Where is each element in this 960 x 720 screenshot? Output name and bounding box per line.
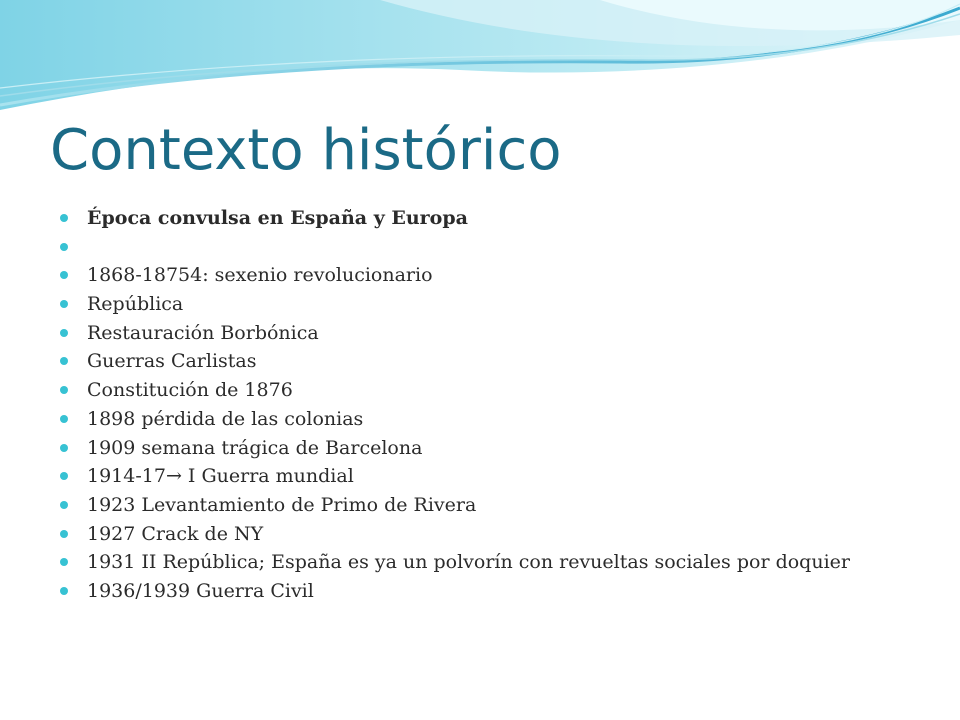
bullet-dot-icon — [60, 501, 68, 509]
bullet-text: Época convulsa en España y Europa — [87, 207, 468, 229]
bullet-dot-icon — [60, 214, 68, 222]
bullet-dot-icon — [60, 386, 68, 394]
bullet-text: Constitución de 1876 — [87, 379, 293, 402]
bullet-item — [60, 548, 850, 577]
bullet-dot-icon — [60, 329, 68, 337]
bullet-item — [60, 491, 850, 520]
bullet-dot-icon — [60, 415, 68, 423]
bullet-item — [60, 405, 850, 434]
bullet-item — [60, 290, 850, 319]
bullet-item — [60, 319, 850, 348]
bullet-text: 1898 pérdida de las colonias — [87, 407, 364, 430]
bullet-dot-icon — [60, 243, 68, 251]
bullet-item — [60, 376, 850, 405]
bullet-text: 1909 semana trágica de Barcelona — [87, 436, 423, 459]
bullet-dot-icon — [60, 530, 68, 538]
bullet-text: 1914-17→ I Guerra mundial — [87, 465, 354, 488]
bullet-dot-icon — [60, 300, 68, 308]
bullet-text: 1927 Crack de NY — [87, 522, 264, 545]
bullet-dot-icon — [60, 444, 68, 452]
bullet-dot-icon — [60, 558, 68, 566]
bullet-dot-icon — [60, 357, 68, 365]
bullet-text: 1868-18754: sexenio revolucionario — [87, 264, 433, 287]
bullet-list — [60, 204, 850, 606]
bullet-item — [60, 233, 850, 262]
bullet-item — [60, 261, 850, 290]
bullet-item — [60, 520, 850, 549]
bullet-text: 1936/1939 Guerra Civil — [87, 579, 314, 602]
bullet-dot-icon — [60, 472, 68, 480]
bullet-item — [60, 434, 850, 463]
bullet-item — [60, 204, 850, 233]
slide-title: Contexto histórico — [50, 118, 562, 183]
bullet-item — [60, 462, 850, 491]
bullet-item — [60, 347, 850, 376]
bullet-text: 1923 Levantamiento de Primo de Rivera — [87, 493, 477, 516]
header-wave-decoration — [0, 0, 960, 130]
bullet-text: República — [87, 293, 184, 316]
bullet-dot-icon — [60, 587, 68, 595]
bullet-text: 1931 II República; España es ya un polvorín con revueltas sociales por doquier — [87, 551, 850, 574]
bullet-text: Guerras Carlistas — [87, 350, 257, 373]
bullet-dot-icon — [60, 271, 68, 279]
bullet-item — [60, 577, 850, 606]
bullet-text: Restauración Borbónica — [87, 321, 319, 344]
